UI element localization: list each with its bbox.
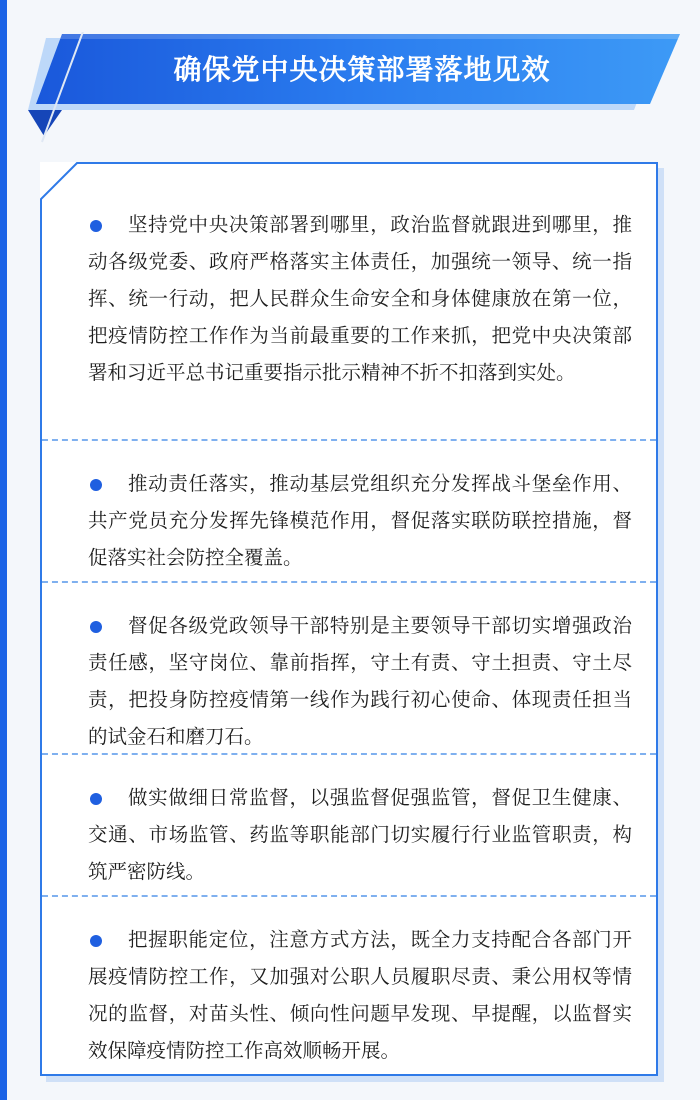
section-text: 做实做细日常监督，以强监督促强监管，督促卫生健康、交通、市场监管、药监等职能部门切实履行行业监管职责，构筑严密防线。	[88, 786, 632, 883]
bullet-dot	[90, 935, 102, 947]
section-4	[42, 755, 656, 895]
bullet-dot	[90, 621, 102, 633]
section-text: 督促各级党政领导干部特别是主要领导干部切实增强政治责任感，坚守岗位、靠前指挥，守土有责、守土担责、守土尽责，把投身防控疫情第一线作为践行初心使命、体现责任担当的试金石和磨刀石。	[88, 614, 632, 748]
section-5	[42, 897, 656, 1072]
bullet-dot	[90, 793, 102, 805]
section-2	[42, 441, 656, 581]
page-title: 确保党中央决策部署落地见效	[173, 53, 551, 86]
section-1	[42, 164, 656, 439]
section-text: 把握职能定位，注意方式方法，既全力支持配合各部门开展疫情防控工作，又加强对公职人员履职尽责、秉公用权等情况的监督，对苗头性、倾向性问题早发现、早提醒，以监督实效保障疫情防控工作高效顺畅开展。	[88, 928, 632, 1062]
left-accent-strip	[0, 0, 7, 1100]
title-banner	[22, 32, 682, 144]
bullet-dot	[90, 479, 102, 491]
content-card	[40, 162, 658, 1076]
section-text: 推动责任落实，推动基层党组织充分发挥战斗堡垒作用、共产党员充分发挥先锋模范作用，督促落实联防联控措施，督促落实社会防控全覆盖。	[88, 472, 632, 569]
section-3	[42, 583, 656, 753]
section-text: 坚持党中央决策部署到哪里，政治监督就跟进到哪里，推动各级党委、政府严格落实主体责任，加强统一领导、统一指挥、统一行动，把人民群众生命安全和身体健康放在第一位，把疫情防控工作作为当前最重要的工作来抓，把党中央决策部署和习近平总书记重要指示批示精神不折不扣落到实处。	[88, 213, 632, 384]
bullet-dot	[90, 220, 102, 232]
